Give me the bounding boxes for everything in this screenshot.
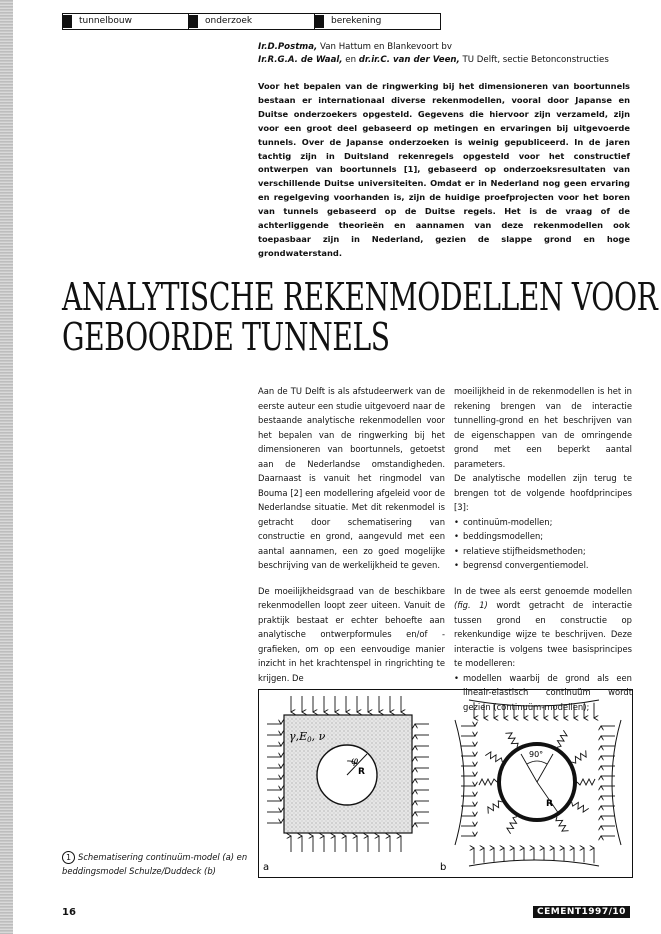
list-item: • relatieve stijfheidsmethoden;: [454, 544, 632, 559]
radius-label: R: [358, 767, 365, 777]
spring-icon: [485, 752, 502, 762]
list-item: • continuüm-modellen;: [454, 515, 632, 530]
load-arrows-left: [461, 726, 475, 836]
angle-label: 90°: [529, 750, 544, 759]
load-arrows-bottom: [474, 848, 594, 864]
body-paragraph: De analytische modellen zijn terug te brengen tot de volgende hoofdprincipes [3]:: [454, 473, 632, 512]
headline-line-2: GEBOORDE TUNNELS: [62, 315, 390, 359]
body-paragraph: [454, 584, 632, 671]
header-tab-berekening: [314, 14, 440, 29]
list-item: • beddingsmodellen;: [454, 529, 632, 544]
scanned-spine: [0, 0, 13, 934]
figure-1: [258, 689, 633, 878]
body-column-left: [258, 384, 445, 696]
spring-icon: [488, 801, 502, 814]
spring-icon: [505, 733, 518, 747]
load-arrows-top: [474, 702, 594, 718]
panel-label-a: a: [263, 862, 270, 873]
header-tab-tunnelbouw: [63, 14, 188, 29]
author-name: dr.ir.C. van der Veen,: [358, 55, 460, 65]
author-block: [258, 41, 609, 67]
load-arrows-bottom: [291, 836, 401, 852]
author-line-2: [258, 54, 609, 67]
spring-icon: [507, 817, 517, 834]
figure-reference: (fig. 1): [454, 600, 488, 610]
spring-icon: [479, 779, 497, 785]
load-arrows-left: [267, 724, 281, 823]
load-envelope-bottom: [469, 860, 599, 866]
header-tab-label: tunnelbouw: [79, 16, 132, 26]
figure-number-badge: 1: [62, 851, 75, 864]
figure-caption: [62, 850, 252, 878]
tab-marker-icon: [189, 15, 198, 28]
panel-b-bedding-model: [440, 700, 621, 873]
angle-label: φ: [351, 756, 359, 767]
header-tab-onderzoek: [188, 14, 314, 29]
body-column-right: [454, 384, 632, 725]
list-item: • modellen waarbij de grond als een lineair-elastisch continuüm wordt gezien (continuüm-modellen);: [454, 671, 632, 715]
section-header-bar: [62, 13, 441, 30]
spring-icon: [556, 817, 569, 831]
journal-tag: CEMENT1997/10: [533, 906, 630, 918]
spring-icon: [572, 750, 586, 763]
load-arrows-top: [291, 696, 401, 712]
author-name: Ir.R.G.A. de Waal,: [258, 55, 343, 65]
body-paragraph: De moeilijkheidsgraad van de beschikbare rekenmodellen loopt zeer uiteen. Vanuit de praktijk bestaat er echter behoefte aan analytische ontwerpformules en/of -grafieken, om op een eenvoudige manier inzicht in het krachtenspel in ringrichting te krijgen. De: [258, 585, 445, 683]
panel-label-b: b: [440, 862, 447, 873]
header-tab-label: onderzoek: [205, 16, 253, 26]
text-run: In de twee als eerst genoemde modellen: [454, 585, 632, 596]
spring-icon: [572, 802, 589, 812]
load-arrows-right: [415, 724, 429, 823]
author-connector: en: [342, 55, 359, 65]
list-item: • begrensd convergentiemodel.: [454, 558, 632, 573]
load-envelope-top: [469, 700, 599, 706]
spring-icon: [577, 779, 595, 785]
tab-marker-icon: [315, 15, 324, 28]
body-paragraph: Aan de TU Delft is als afstudeerwerk van de eerste auteur een studie uitgevoerd naar de bestaande analytische rekenmodellen voor het bepalen van de ringwerking bij het dimensioneren van boortunnels, getoetst aan de Nederlandse omstandigheden. Daarnaast is vanuit het ringmodel van Bouma [2] een modellering afgeleid voor de Nederlandse situatie. Met dit rekenmodel is getracht door schematisering van constructie en grond, aangevuld met een aantal aannamen, een zo goed mogelijke beschrijving van de werkelijkheid te geven.: [258, 386, 445, 570]
author-affiliation: TU Delft, sectie Betonconstructies: [459, 55, 609, 65]
author-line-1: [258, 41, 609, 54]
header-tab-label: berekening: [331, 16, 382, 26]
soil-parameters: γ,E0, ν: [289, 730, 326, 744]
principles-list: [454, 515, 632, 573]
article-headline: [62, 275, 658, 359]
text-run: wordt getracht de interactie tussen grond en constructie op rekenkundige wijze te beschrijven. Deze interactie is volgens twee basisprincipes te modelleren:: [454, 600, 632, 668]
page-number: 16: [62, 907, 76, 918]
panel-a-continuum-model: [263, 696, 429, 873]
load-arrows-right: [601, 726, 615, 836]
author-affiliation: Van Hattum en Blankevoort bv: [317, 42, 452, 52]
radius-label: R: [546, 799, 553, 809]
intro-paragraph: Voor het bepalen van de ringwerking bij het dimensioneren van boortunnels bestaan er internationaal diverse rekenmodellen, vooral door Japanse en Duitse onderzoekers opgesteld. Gegevens die hiervoor zijn verzameld, zijn voor een groot deel gebaseerd op metingen en ervaringen bij uitgevoerde tunnels. Over de Japanse onderzoeken is weinig gepubliceerd. In de jaren tachtig zijn in Duitsland rekenregels opgesteld voor het constructief ontwerpen van boortunnels [1], gebaseerd op onderzoeksresultaten van verschillende Duitse universiteiten. Omdat er in Nederland nog geen ervaring en regelgeving voorhanden is, zijn de huidige proefprojecten voor het boren van tunnels gebaseerd op de Duitse regels. Het is de vraag of de achterliggende theorieën en aannamen van deze rekenmodellen ook toepasbaar zijn in Nederland, gezien de slappe grond en hoge grondwaterstand.: [258, 81, 630, 258]
tab-marker-icon: [63, 15, 72, 28]
headline-line-1: ANALYTISCHE REKENMODELLEN VOOR: [62, 275, 658, 319]
spring-icon: [557, 730, 567, 747]
caption-text: Schematisering continuüm-model (a) en beddingsmodel Schulze/Duddeck (b): [62, 852, 248, 876]
body-paragraph: moeilijkheid in de rekenmodellen is het in rekening brengen van de interactie tunnelling-grond en het beschrijven van de eigenschappen van de omringende grond met een beperkt aantal parameters.: [454, 386, 632, 469]
author-name: Ir.D.Postma,: [258, 42, 318, 52]
figure-drawing: [259, 690, 632, 877]
